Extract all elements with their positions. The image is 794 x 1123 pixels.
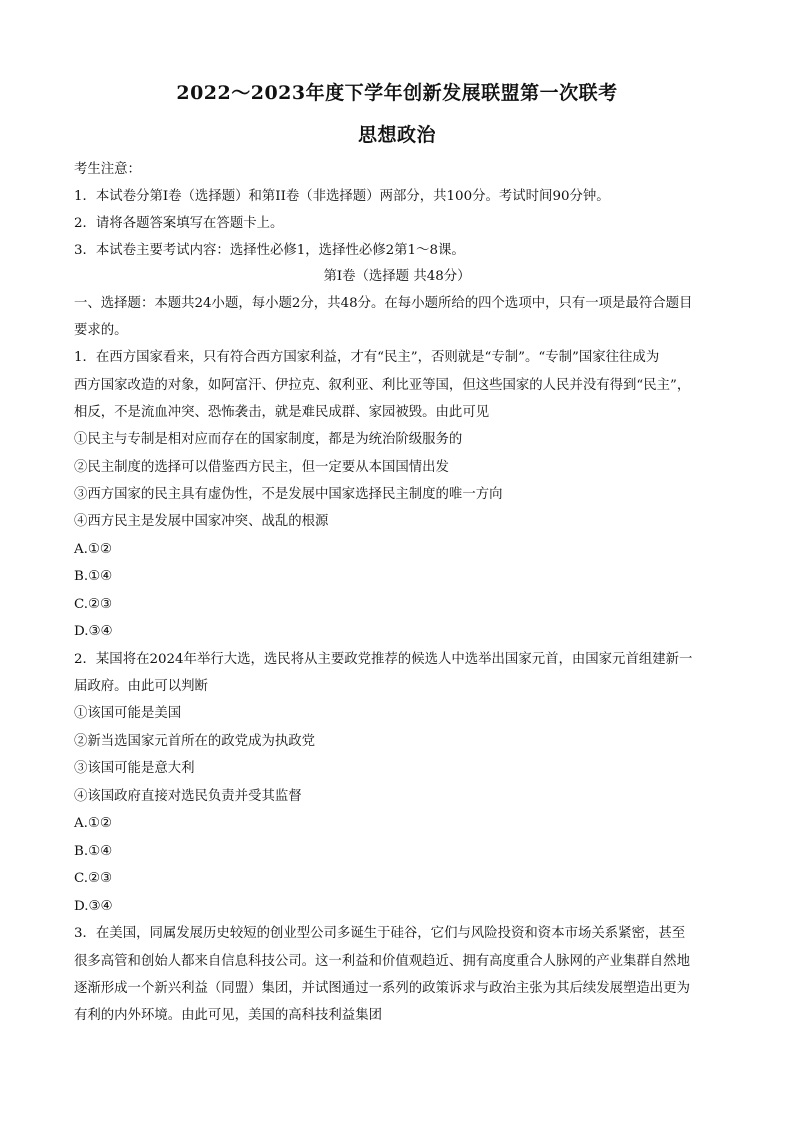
question-2-option-a: A.①②: [74, 816, 112, 831]
question-2-option-c: C.②③: [74, 871, 113, 886]
section-instruction: 要求的。: [74, 323, 128, 338]
question-1-option-a: A.①②: [74, 542, 112, 557]
notice-item: 1．本试卷分第Ⅰ卷（选择题）和第II卷（非选择题）两部分，共100分。考试时间90分钟。: [74, 189, 610, 204]
question-1-statement: ④西方民主是发展中国家冲突、战乱的根源: [74, 514, 329, 529]
question-1-option-b: B.①④: [74, 569, 113, 584]
question-1-statement: ②民主制度的选择可以借鉴西方民主，但一定要从本国国情出发: [74, 460, 449, 475]
question-3-stem: 很多高管和创始人都来自信息科技公司。这一利益和价值观趋近、拥有高度重合人脉网的产业集群自然地: [74, 954, 690, 969]
question-1-statement: ①民主与专制是相对应而存在的国家制度，都是为统治阶级服务的: [74, 432, 463, 447]
notice-item: 3．本试卷主要考试内容：选择性必修1，选择性必修2第1～8课。: [74, 243, 465, 258]
question-2-statement: ③该国可能是意大利: [74, 761, 195, 776]
notice-item: 2．请将各题答案填写在答题卡上。: [74, 216, 284, 231]
question-2-statement: ①该国可能是美国: [74, 706, 182, 721]
question-3-stem: 3．在美国，同属发展历史较短的创业型公司多诞生于硅谷，它们与风险投资和资本市场关系紧密，甚至: [74, 926, 686, 941]
question-2-stem: 2．某国将在2024年举行大选，选民将从主要政党推荐的候选人中选举出国家元首，由国家元首组建新一: [74, 652, 693, 667]
question-1-stem: 1．在西方国家看来，只有符合西方国家利益，才有“民主”，否则就是“专制”。“专制”国家往往成为: [74, 350, 660, 365]
question-1-stem: 相反，不是流血冲突、恐怖袭击，就是难民成群、家园被毁。由此可见: [74, 405, 490, 420]
question-1-stem: 西方国家改造的对象，如阿富汗、伊拉克、叙利亚、利比亚等国，但这些国家的人民并没有得到“民主”，: [74, 378, 691, 393]
exam-title: 2022～2023年度下学年创新发展联盟第一次联考: [176, 82, 618, 104]
question-3-stem: 有利的内外环境。由此可见，美国的高科技利益集团: [74, 1008, 382, 1023]
question-2-option-b: B.①④: [74, 844, 113, 859]
question-3-stem: 逐渐形成一个新兴利益（同盟）集团，并试图通过一系列的政策诉求与政治主张为其后续发展塑造出更为: [74, 981, 690, 996]
question-1-option-d: D.③④: [74, 624, 113, 639]
question-1-option-c: C.②③: [74, 597, 113, 612]
question-1-statement: ③西方国家的民主具有虚伪性，不是发展中国家选择民主制度的唯一方向: [74, 487, 503, 502]
section-instruction: 一、选择题：本题共24小题，每小题2分，共48分。在每小题所给的四个选项中，只有一项是最符合题目: [74, 296, 693, 311]
section-heading: 第Ⅰ卷（选择题 共48分）: [323, 269, 471, 284]
exam-subject: 思想政治: [357, 124, 436, 146]
question-2-statement: ④该国政府直接对选民负责并受其监督: [74, 789, 302, 804]
question-2-stem: 届政府。由此可以判断: [74, 679, 208, 694]
notice-heading: 考生注意：: [74, 162, 141, 177]
question-2-statement: ②新当选国家元首所在的政党成为执政党: [74, 734, 316, 749]
question-2-option-d: D.③④: [74, 899, 113, 914]
